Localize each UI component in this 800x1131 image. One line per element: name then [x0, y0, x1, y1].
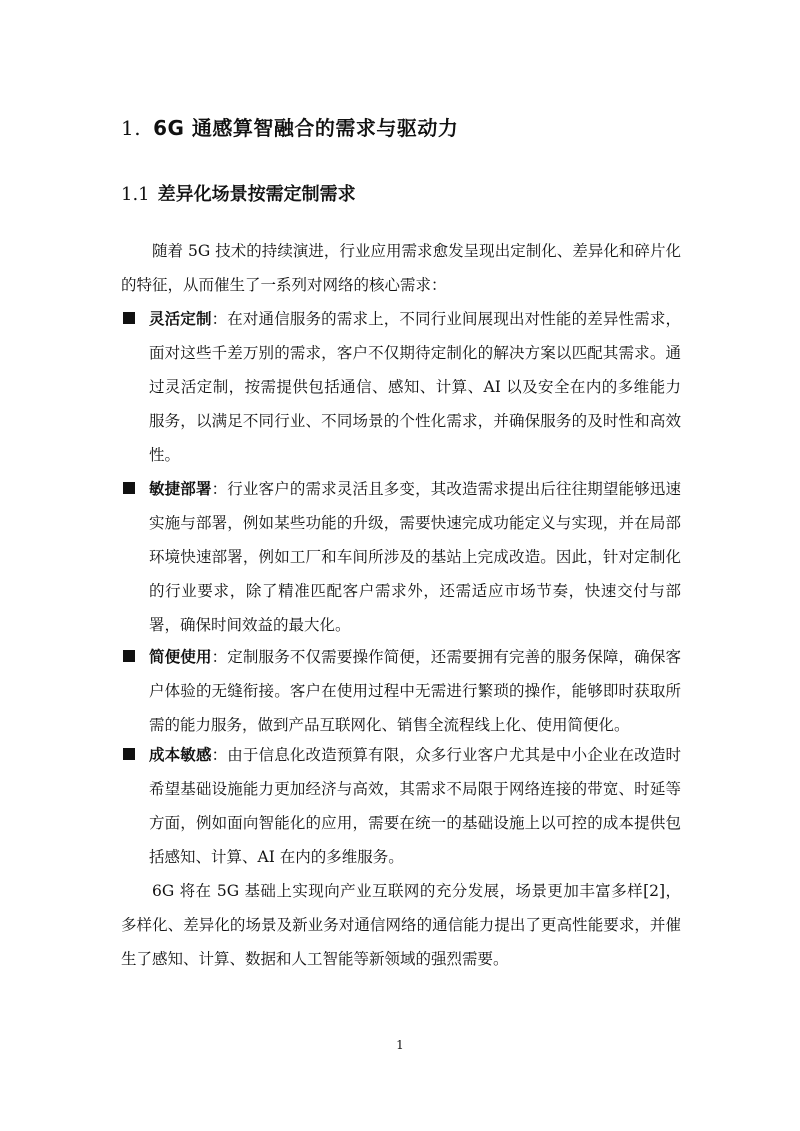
- bullet-item-flexible-customization: [121, 302, 681, 472]
- subsection-title: 差异化场景按需定制需求: [157, 184, 356, 205]
- bullet-item-cost-sensitive: [121, 738, 681, 874]
- bullet-term: 成本敏感: [149, 746, 212, 764]
- bullet-term: 简便使用: [149, 648, 212, 666]
- bullet-text: ：定制服务不仅需要操作简便，还需要拥有完善的服务保障，确保客户体验的无缝衔接。客户在使用过程中无需进行繁琐的操作，能够即时获取所需的能力服务，做到产品互联网化、销售全流程线上化、使用简便化。: [149, 648, 681, 734]
- section-number: 1.: [121, 116, 142, 140]
- bullet-item-agile-deployment: [121, 472, 681, 642]
- bullet-content: [149, 302, 681, 472]
- bullet-content: [149, 738, 681, 874]
- closing-paragraph: 6G 将在 5G 基础上实现向产业互联网的充分发展，场景更加丰富多样[2]，多样化、差异化的场景及新业务对通信网络的通信能力提出了更高性能要求，并催生了感知、计算、数据和人工智能等新领域的强烈需要。: [121, 882, 681, 968]
- square-bullet-icon: [123, 482, 135, 494]
- intro-paragraph: 随着 5G 技术的持续演进，行业应用需求愈发呈现出定制化、差异化和碎片化的特征，从而催生了一系列对网络的核心需求：: [121, 242, 681, 294]
- subsection-heading: [121, 180, 356, 206]
- page-number: 1: [396, 1038, 404, 1052]
- bullet-text: ：在对通信服务的需求上，不同行业间展现出对性能的差异性需求，面对这些千差万别的需求，客户不仅期待定制化的解决方案以匹配其需求。通过灵活定制，按需提供包括通信、感知、计算、AI 以及安全在内的多维能力服务，以满足不同行业、不同场景的个性化需求，并确保服务的及时性和高效性。: [149, 310, 681, 464]
- bullet-term: 敏捷部署: [149, 480, 212, 498]
- bullet-text: ：由于信息化改造预算有限，众多行业客户尤其是中小企业在改造时希望基础设施能力更加经济与高效，其需求不局限于网络连接的带宽、时延等方面，例如面向智能化的应用，需要在统一的基础设施上以可控的成本提供包括感知、计算、AI 在内的多维服务。: [149, 746, 681, 866]
- bullet-content: [149, 640, 681, 742]
- square-bullet-icon: [123, 748, 135, 760]
- bullet-term: 灵活定制: [149, 310, 212, 328]
- square-bullet-icon: [123, 650, 135, 662]
- section-heading: [121, 112, 458, 141]
- section-title: 6G 通感算智融合的需求与驱动力: [153, 116, 459, 140]
- subsection-number: 1.1: [121, 184, 150, 205]
- bullet-text: ：行业客户的需求灵活且多变，其改造需求提出后往往期望能够迅速实施与部署，例如某些功能的升级，需要快速完成功能定义与实现，并在局部环境快速部署，例如工厂和车间所涉及的基站上完成改造。因此，针对定制化的行业要求，除了精准匹配客户需求外，还需适应市场节奏，快速交付与部署，确保时间效益的最大化。: [149, 480, 681, 634]
- bullet-item-easy-use: [121, 640, 681, 742]
- square-bullet-icon: [123, 312, 135, 324]
- bullet-content: [149, 472, 681, 642]
